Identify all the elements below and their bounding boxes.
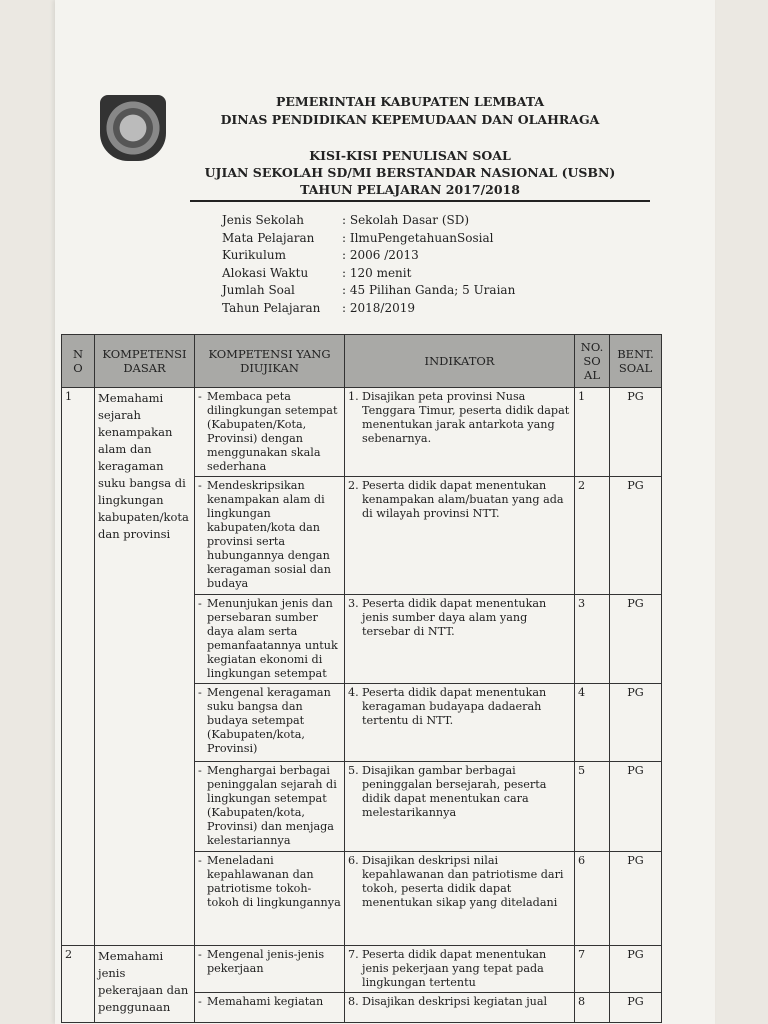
header-bentuk-soal: BENT. SOAL [610,335,662,388]
indikator-cell: 3. Peserta didik dapat menentukan jenis sumber daya alam yang tersebar di NTT. [345,595,575,684]
info-value: : 2018/2019 [342,300,415,315]
info-row [222,282,515,300]
kompetensi-diujikan-cell: - Menunjukan jenis dan persebaran sumber daya alam serta pemanfaatannya untuk kegiatan ekonomi di lingkungan setempat [195,595,345,684]
info-label: Kurikulum [222,248,286,262]
bentuk-soal-cell: PG [610,595,662,684]
bentuk-soal-cell: PG [610,993,662,1023]
kompetensi-dasar-cell: Memahami sejarah kenampakan alam dan keragaman suku bangsa di lingkungan kabupaten/kota dan provinsi [95,388,195,946]
bentuk-soal-cell: PG [610,477,662,595]
no-soal-cell: 2 [575,477,610,595]
info-label: Jumlah Soal [222,283,295,297]
info-value: : IlmuPengetahuanSosial [342,230,494,245]
header-year: TAHUN PELAJARAN 2017/2018 [300,182,520,197]
bentuk-soal-cell: PG [610,946,662,993]
no-soal-cell: 3 [575,595,610,684]
header-rule [190,200,650,202]
header-no: N O [62,335,95,388]
kompetensi-diujikan-cell: - Mengenal jenis-jenis pekerjaan [195,946,345,993]
bentuk-soal-cell: PG [610,388,662,477]
table-row [62,946,662,993]
kompetensi-diujikan-cell: - Memahami kegiatan [195,993,345,1023]
kompetensi-diujikan-cell: - Membaca peta dilingkungan setempat (Kabupaten/Kota, Provinsi) dengan menggunakan skala sederhana [195,388,345,477]
info-row [222,230,515,248]
indikator-cell: 7. Peserta didik dapat menentukan jenis pekerjaan yang tepat pada lingkungan tertentu [345,946,575,993]
header-no-soal: NO. SO AL [575,335,610,388]
indikator-cell: 4. Peserta didik dapat menentukan keragaman budayapa dadaerah tertentu di NTT. [345,684,575,762]
info-value: : Sekolah Dasar (SD) [342,213,470,227]
kompetensi-diujikan-cell: - Mengenal keragaman suku bangsa dan budaya setempat (Kabupaten/kota, Provinsi) [195,684,345,762]
indikator-cell: 8. Disajikan deskripsi kegiatan jual [345,993,575,1023]
kompetensi-dasar-cell: Memahami jenis pekerajaan dan penggunaan [95,946,195,1023]
info-label: Jenis Sekolah [222,213,304,227]
info-row [222,265,515,283]
info-value: : 45 Pilihan Ganda; 5 Uraian [342,283,516,297]
row-number: 2 [62,946,95,1023]
header-kompetensi-diujikan: KOMPETENSI YANG DIUJIKAN [195,335,345,388]
info-value: : 120 menit [342,265,412,280]
info-row [222,212,515,230]
no-soal-cell: 4 [575,684,610,762]
header-government: PEMERINTAH KABUPATEN LEMBATA [275,94,545,109]
table-row [62,388,662,477]
no-soal-cell: 1 [575,388,610,477]
kisi-kisi-table [61,334,662,1023]
info-row [222,300,515,318]
info-label: Mata Pelajaran [222,230,315,245]
info-row [222,247,515,265]
kompetensi-diujikan-cell: - Menghargai berbagai peninggalan sejarah di lingkungan setempat (Kabupaten/kota, Provinsi) dan menjaga kelestariannya [195,762,345,852]
indikator-cell: 1. Disajikan peta provinsi Nusa Tenggara Timur, peserta didik dapat menentukan jarak antarkota yang sebenarnya. [345,388,575,477]
info-value: : 2006 /2013 [342,248,419,262]
no-soal-cell: 7 [575,946,610,993]
kompetensi-diujikan-cell: - Mendeskripsikan kenampakan alam di lingkungan kabupaten/kota dan provinsi serta hubungannya dengan keragaman sosial dan budaya [195,477,345,595]
header-indikator: INDIKATOR [345,335,575,388]
no-soal-cell: 8 [575,993,610,1023]
bentuk-soal-cell: PG [610,762,662,852]
header-department: DINAS PENDIDIKAN KEPEMUDAAN DAN OLAHRAGA [220,112,600,127]
no-soal-cell: 6 [575,852,610,946]
info-label: Tahun Pelajaran [222,300,321,315]
info-label: Alokasi Waktu [222,265,309,280]
header-title: KISI-KISI PENULISAN SOAL [309,148,511,163]
bentuk-soal-cell: PG [610,684,662,762]
indikator-cell: 6. Disajikan deskripsi nilai kepahlawanan dan patriotisme dari tokoh, peserta didik dapat menentukan sikap yang diteladani [345,852,575,946]
indikator-cell: 5. Disajikan gambar berbagai peninggalan bersejarah, peserta didik dapat menentukan cara melestarikannya [345,762,575,852]
kompetensi-diujikan-cell: - Meneladani kepahlawanan dan patriotisme tokoh-tokoh di lingkungannya [195,852,345,946]
row-number: 1 [62,388,95,946]
no-soal-cell: 5 [575,762,610,852]
regency-seal-logo [100,95,166,161]
exam-info [222,212,515,317]
header-kompetensi-dasar: KOMPETENSI DASAR [95,335,195,388]
header-exam: UJIAN SEKOLAH SD/MI BERSTANDAR NASIONAL (USBN) [204,165,616,180]
bentuk-soal-cell: PG [610,852,662,946]
indikator-cell: 2. Peserta didik dapat menentukan kenampakan alam/buatan yang ada di wilayah provinsi NTT. [345,477,575,595]
